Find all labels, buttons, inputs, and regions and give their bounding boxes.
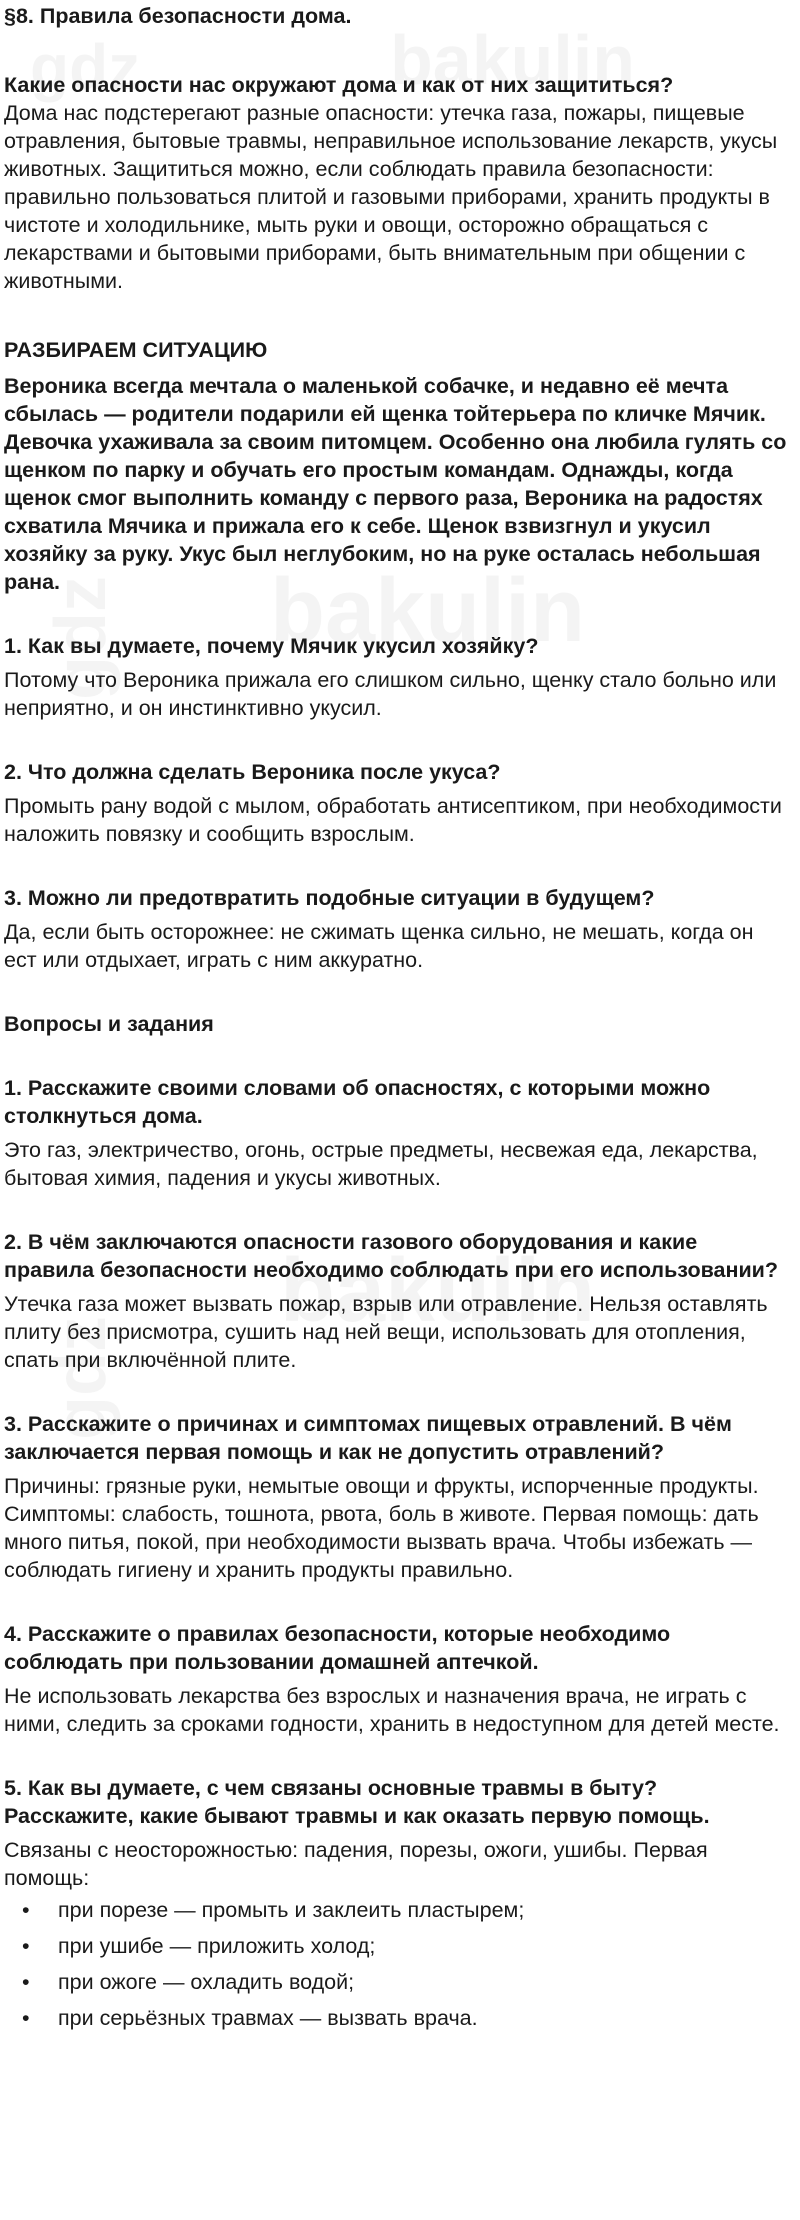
bullet-icon: •	[22, 1934, 30, 1958]
bullet-icon: •	[22, 1970, 30, 1994]
list-item	[4, 2004, 789, 2032]
intro-question: Какие опасности нас окружают дома и как от них защититься?	[4, 73, 674, 97]
list-item	[4, 1896, 789, 1924]
task-question-1: 1. Расскажите своими словами об опасностях, с которыми можно столкнуться дома.	[4, 1076, 711, 1128]
task-question-2: 2. В чём заключаются опасности газового оборудования и какие правила безопасности необходимо соблюдать при его использовании?	[4, 1230, 779, 1282]
first-aid-list	[4, 1896, 789, 2032]
situation-question-3: 3. Можно ли предотвратить подобные ситуации в будущем?	[4, 886, 655, 910]
list-item-text: при порезе — промыть и заклеить пластырем;	[58, 1898, 525, 1922]
task-question-5: 5. Как вы думаете, с чем связаны основные травмы в быту? Расскажите, какие бывают травмы и как оказать первую помощь.	[4, 1776, 710, 1828]
list-item-text: при серьёзных травмах — вызвать врача.	[58, 2006, 478, 2030]
task-answer-5: Связаны с неосторожностью: падения, порезы, ожоги, ушибы. Первая помощь:	[4, 1838, 708, 1890]
situation-heading: РАЗБИРАЕМ СИТУАЦИЮ	[4, 338, 268, 362]
list-item-text: при ушибе — приложить холод;	[58, 1934, 376, 1958]
list-item	[4, 1968, 789, 1996]
list-item-text: при ожоге — охладить водой;	[58, 1970, 355, 1994]
situation-answer-3: Да, если быть осторожнее: не сжимать щенка сильно, не мешать, когда он ест или отдыхает, играть с ним аккуратно.	[4, 920, 754, 972]
tasks-heading: Вопросы и задания	[4, 1012, 214, 1036]
task-question-3: 3. Расскажите о причинах и симптомах пищевых отравлений. В чём заключается первая помощь и как не допустить отравлений?	[4, 1412, 732, 1464]
situation-answer-1: Потому что Вероника прижала его слишком сильно, щенку стало больно или неприятно, и он инстинктивно укусил.	[4, 668, 777, 720]
bullet-icon: •	[22, 1898, 30, 1922]
task-answer-4: Не использовать лекарства без взрослых и назначения врача, не играть с ними, следить за сроками годности, хранить в недоступном для детей месте.	[4, 1684, 780, 1736]
situation-story: Вероника всегда мечтала о маленькой собачке, и недавно её мечта сбылась — родители подарили ей щенка тойтерьера по кличке Мячик. Девочка ухаживала за своим питомцем. Особенно она любила гулять со щенком по парку и обучать его простым командам. Однажды, когда щенок смог выполнить команду с первого раза, Вероника на радостях схватила Мячика и прижала его к себе. Щенок взвизгнул и укусил хозяйку за руку. Укус был неглубоким, но на руке осталась небольшая рана.	[4, 374, 787, 594]
intro-answer: Дома нас подстерегают разные опасности: утечка газа, пожары, пищевые отравления, бытовые травмы, неправильное использование лекарств, укусы животных. Защититься можно, если соблюдать правила безопасности: правильно пользоваться плитой и газовыми приборами, хранить продукты в чистоте и холодильнике, мыть руки и овощи, осторожно обращаться с лекарствами и бытовыми приборами, быть внимательным при общении с животными.	[4, 101, 778, 293]
task-answer-2: Утечка газа может вызвать пожар, взрыв или отравление. Нельзя оставлять плиту без присмотра, сушить над ней вещи, использовать для отопления, спать при включённой плите.	[4, 1292, 768, 1372]
bullet-icon: •	[22, 2006, 30, 2030]
situation-answer-2: Промыть рану водой с мылом, обработать антисептиком, при необходимости наложить повязку и сообщить взрослым.	[4, 794, 782, 846]
situation-question-2: 2. Что должна сделать Вероника после укуса?	[4, 760, 501, 784]
task-question-4: 4. Расскажите о правилах безопасности, которые необходимо соблюдать при пользовании домашней аптечкой.	[4, 1622, 671, 1674]
list-item	[4, 1932, 789, 1960]
situation-question-1: 1. Как вы думаете, почему Мячик укусил хозяйку?	[4, 634, 539, 658]
task-answer-1: Это газ, электричество, огонь, острые предметы, несвежая еда, лекарства, бытовая химия, падения и укусы животных.	[4, 1138, 758, 1190]
page-title: §8. Правила безопасности дома.	[4, 4, 352, 28]
task-answer-3: Причины: грязные руки, немытые овощи и фрукты, испорченные продукты. Симптомы: слабость, тошнота, рвота, боль в животе. Первая помощь: дать много питья, покой, при необходимости вызвать врача. Чтобы избежать — соблюдать гигиену и хранить продукты правильно.	[4, 1474, 759, 1582]
